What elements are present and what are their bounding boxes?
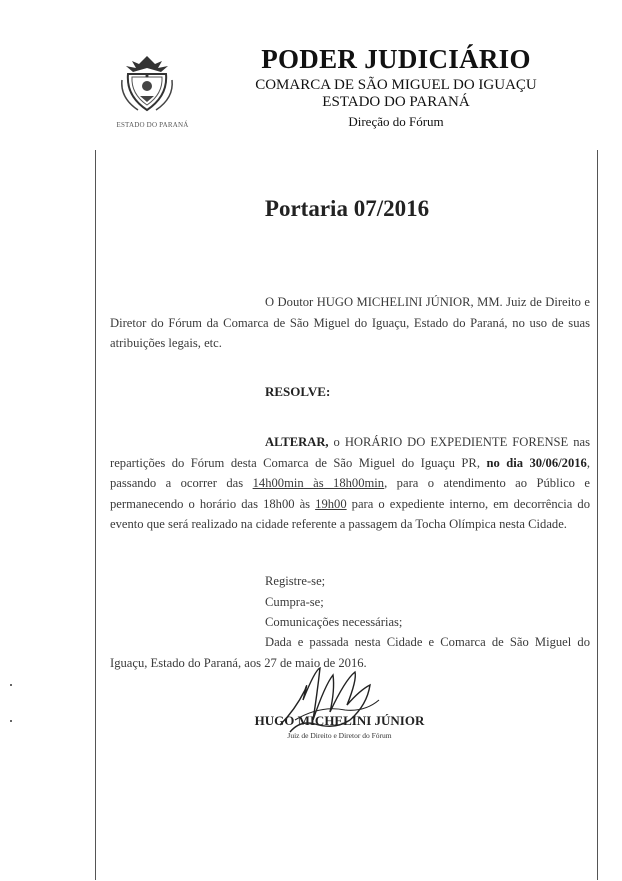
alterar-date: no dia 30/06/2016 xyxy=(486,455,587,470)
page-border-left xyxy=(95,150,96,880)
alterar-paragraph xyxy=(110,432,590,535)
header-direcao: Direção do Fórum xyxy=(348,114,444,129)
intro-text: O Doutor HUGO MICHELINI JÚNIOR, MM. Juiz de Direito e Diretor do Fórum da Comarca de São Miguel do Iguaçu, Estado do Paraná, no uso de suas atribuições legais, etc. xyxy=(110,295,590,350)
resolve-heading: RESOLVE: xyxy=(265,384,331,399)
closing-item: Cumpra-se; xyxy=(265,594,324,609)
crest-caption: ESTADO DO PARANÁ xyxy=(116,121,189,129)
document-title: Portaria 07/2016 xyxy=(264,196,430,221)
header-title: PODER JUDICIÁRIO xyxy=(261,44,531,74)
header-estado: ESTADO DO PARANÁ xyxy=(322,94,470,110)
closing-list xyxy=(265,571,402,633)
alterar-text-2: , passando a ocorrer das xyxy=(110,455,590,490)
signatory-name: HUGO MICHELINI JÚNIOR xyxy=(254,713,425,728)
scan-artifact xyxy=(10,684,12,686)
intro-paragraph xyxy=(110,292,590,354)
closing-item: Comunicações necessárias; xyxy=(265,615,403,629)
alterar-text-3: , para o atendimento ao Público e permanecendo o horário das 18h00 às xyxy=(110,476,590,511)
alterar-text-4: para o expediente interno, em decorrência do evento que será realizado na cidade referente a passagem da Tocha Olímpica nesta Cidade. xyxy=(110,496,590,531)
scan-artifact xyxy=(10,720,12,722)
alterar-time-range: 14h00min às 18h00min xyxy=(252,476,385,490)
header-comarca: COMARCA DE SÃO MIGUEL DO IGUAÇU xyxy=(255,77,537,93)
alterar-time-end: 19h00 xyxy=(315,496,347,511)
coat-of-arms-icon xyxy=(118,52,176,116)
page-border-right xyxy=(597,150,598,880)
alterar-text-1: o HORÁRIO DO EXPEDIENTE FORENSE nas repartições do Fórum desta Comarca de São Miguel do Iguaçu PR, xyxy=(110,435,590,470)
closing-item: Registre-se; xyxy=(265,574,326,588)
alterar-lead: ALTERAR, xyxy=(265,435,329,449)
signatory-role: Juiz de Direito e Diretor do Fórum xyxy=(287,731,392,740)
dada-text: Dada e passada nesta Cidade e Comarca de São Miguel do Iguaçu, Estado do Paraná, aos 27 de maio de 2016. xyxy=(110,635,590,670)
